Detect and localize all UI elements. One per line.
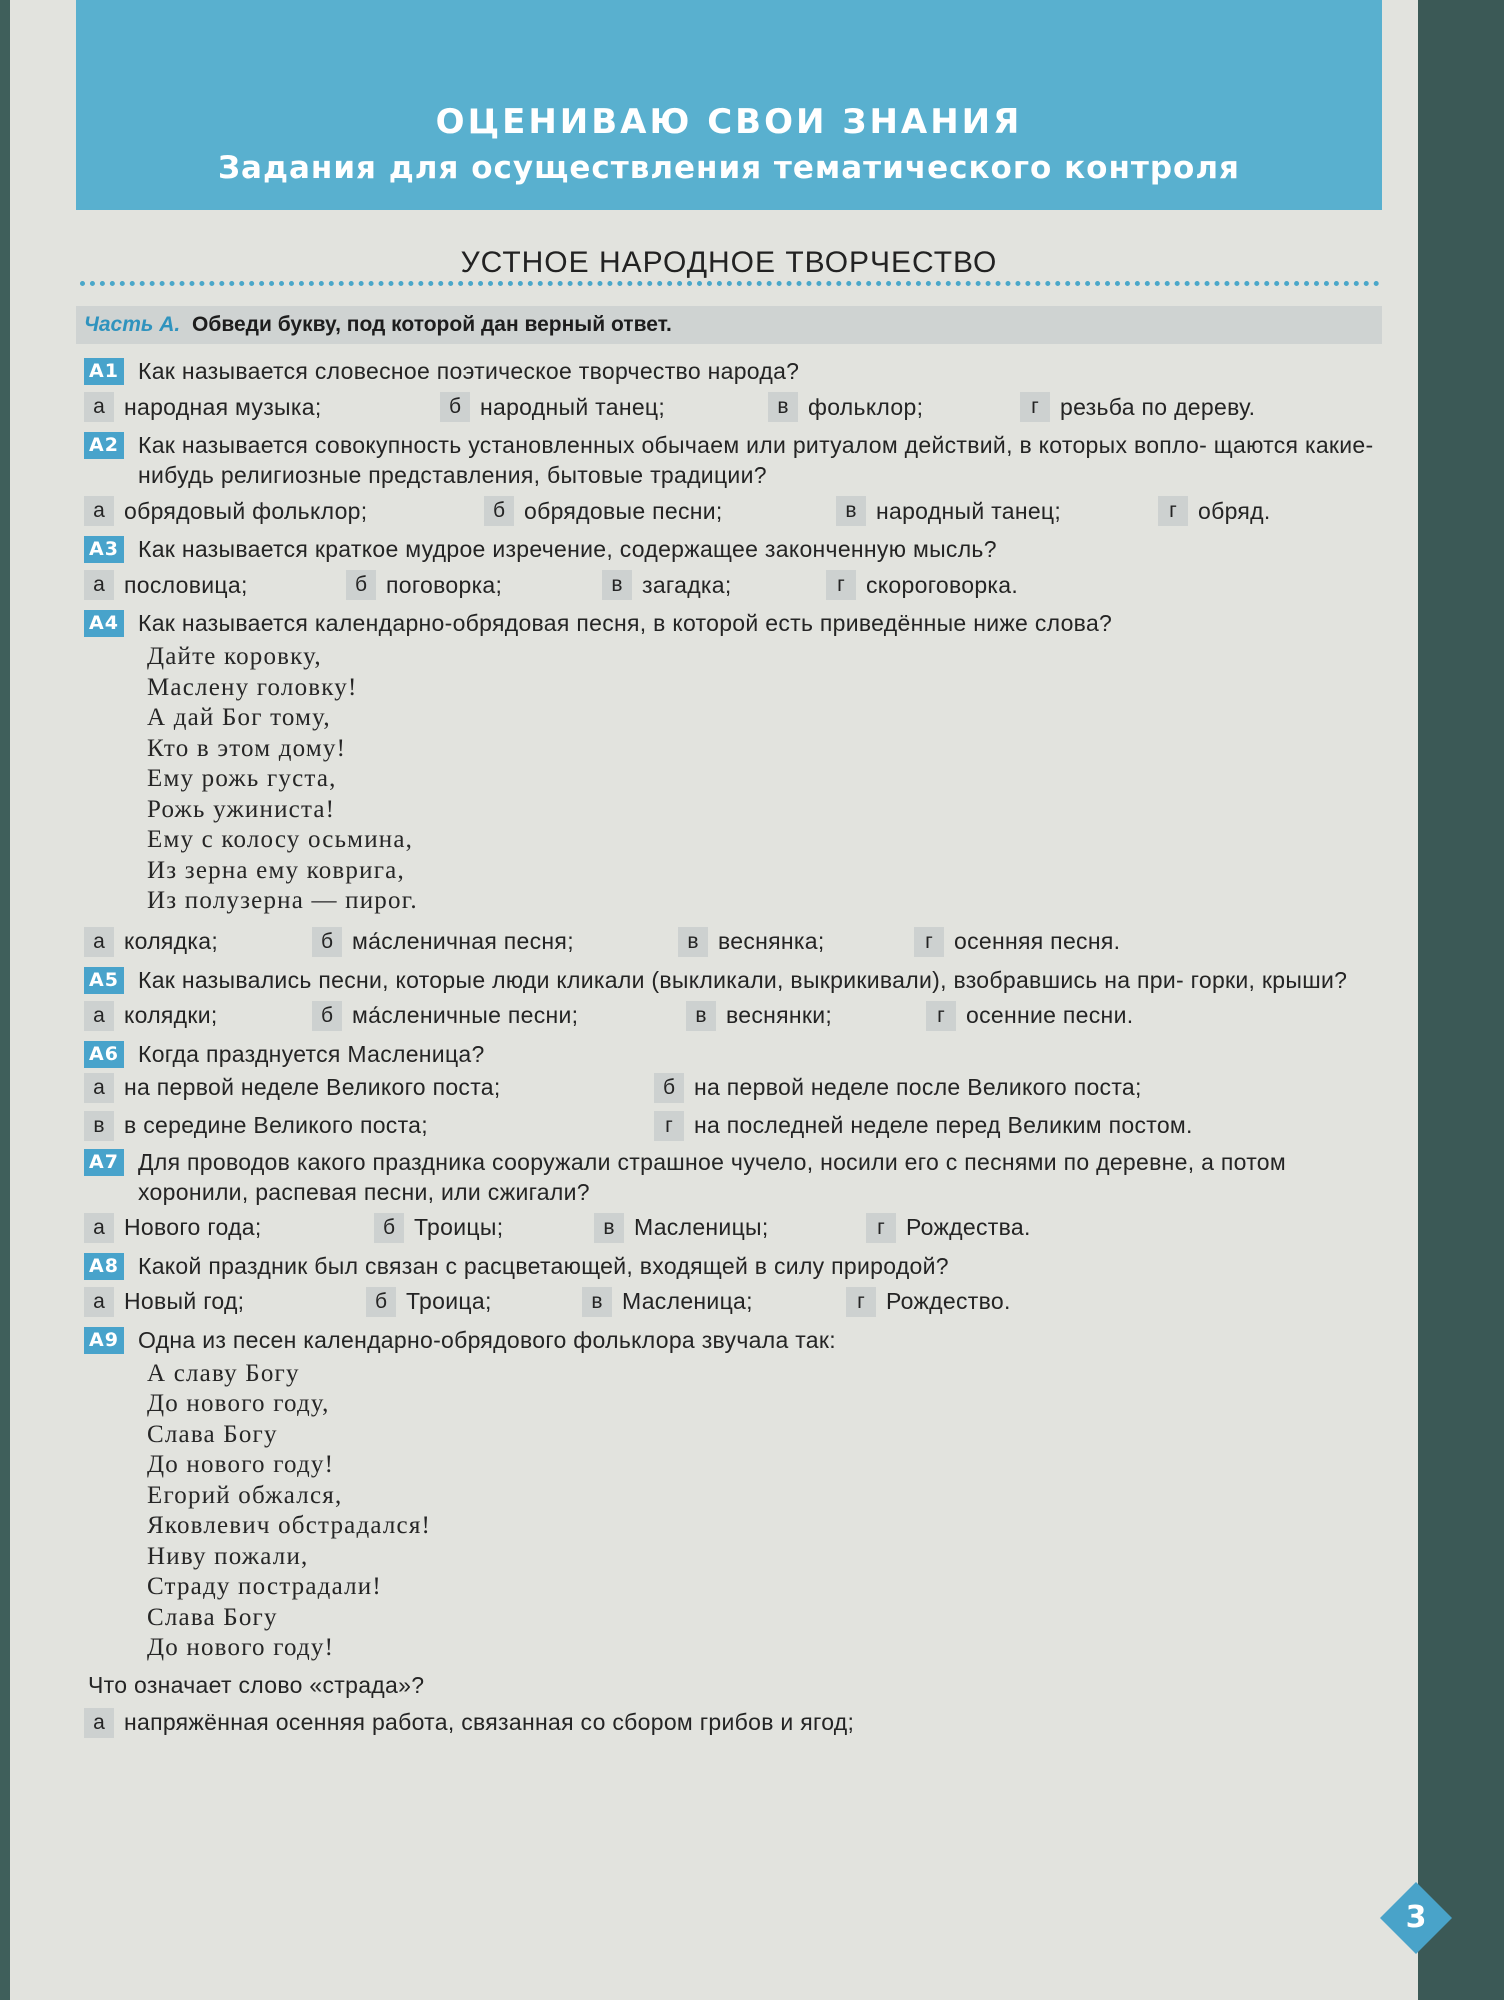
poem-line: Ему с колосу осьмина, — [147, 826, 414, 853]
part-bar — [76, 306, 1382, 344]
option-letter: б — [312, 927, 342, 957]
book-edge — [1418, 0, 1504, 2000]
option-letter: г — [1020, 392, 1050, 422]
option-letter: в — [768, 392, 798, 422]
option-text: народная музыка; — [124, 393, 322, 420]
answer-option[interactable] — [768, 392, 1020, 422]
question-a3 — [84, 534, 1384, 604]
option-text: фольклор; — [808, 393, 924, 420]
answer-option[interactable] — [374, 1213, 594, 1243]
option-text: осенние песни. — [966, 1002, 1134, 1028]
answer-option[interactable] — [84, 1287, 366, 1317]
poem-line: Яковлевич обстрадался! — [147, 1512, 432, 1539]
option-letter: а — [84, 1213, 114, 1243]
option-letter: б — [484, 496, 514, 526]
part-instruction: Обведи букву, под которой дан верный ответ. — [192, 313, 672, 336]
answer-option[interactable] — [678, 927, 914, 957]
answer-option[interactable] — [1020, 392, 1255, 422]
question-text: Как называется словесное поэтическое творчество народа? — [138, 358, 800, 384]
option-text: Масленицы; — [634, 1214, 769, 1240]
dotted-divider — [80, 281, 1380, 286]
option-text: колядка; — [124, 928, 219, 954]
option-text: ма́сленичная песня; — [352, 928, 574, 954]
poem-line: Маслену головку! — [147, 673, 358, 701]
question-text: Для проводов какого праздника сооружали страшное чучело, носили его с песнями по деревне, а потом хоронили, распевая песни, или сжигали? — [138, 1148, 1287, 1205]
option-text: пословица; — [124, 571, 248, 598]
answer-option[interactable] — [826, 570, 1018, 600]
poem-line: Из полузерна — пирог. — [147, 887, 418, 914]
page-number-badge — [1378, 1880, 1454, 1956]
option-letter: а — [84, 1073, 114, 1103]
option-letter: г — [846, 1287, 876, 1317]
question-number: А9 — [84, 1327, 124, 1354]
answer-option[interactable] — [84, 927, 312, 957]
poem-line: А дай Бог тому, — [147, 704, 331, 731]
question-text: Как называется краткое мудрое изречение, содержащее законченную мысль? — [138, 536, 997, 562]
option-letter: а — [84, 1001, 114, 1031]
poem-line: Кто в этом дому! — [147, 734, 347, 762]
answer-option[interactable] — [84, 570, 346, 600]
answer-option[interactable] — [484, 496, 836, 526]
question-a6 — [84, 1039, 1384, 1143]
poem-line: А славу Богу — [147, 1359, 300, 1387]
poem-line: Из зерна ему коврига, — [147, 856, 405, 884]
poem-line: Егорий обжался, — [147, 1481, 343, 1509]
option-letter: в — [602, 570, 632, 600]
option-letter: в — [686, 1001, 716, 1031]
answer-option[interactable] — [84, 1213, 374, 1243]
poem-line: Ему рожь густа, — [147, 765, 337, 792]
question-text: Как называется календарно-обрядовая песня, в которой есть приведённые ниже слова? — [138, 610, 1113, 636]
option-text: загадка; — [642, 571, 732, 598]
question-number: А2 — [84, 432, 124, 459]
question-a1 — [84, 356, 1384, 426]
question-number: А5 — [84, 967, 124, 994]
question-number: А8 — [84, 1253, 124, 1280]
poem-excerpt — [147, 1359, 1384, 1664]
option-letter: б — [346, 570, 376, 600]
option-letter: г — [1158, 496, 1188, 526]
answer-option[interactable] — [602, 570, 826, 600]
answer-option[interactable] — [84, 392, 440, 422]
question-number: А3 — [84, 536, 124, 563]
answer-option[interactable] — [84, 1001, 312, 1031]
option-letter: а — [84, 496, 114, 526]
option-letter: а — [84, 927, 114, 957]
answer-option[interactable] — [914, 927, 1120, 957]
option-text: обрядовые песни; — [524, 497, 723, 524]
answer-option[interactable] — [312, 927, 678, 957]
answer-option[interactable] — [346, 570, 602, 600]
option-letter: в — [582, 1287, 612, 1317]
page-number: 3 — [1405, 1900, 1427, 1935]
poem-line: Рожь ужиниста! — [147, 795, 336, 823]
poem-line: Слава Богу — [147, 1603, 278, 1631]
option-letter: б — [366, 1287, 396, 1317]
answer-option[interactable] — [440, 392, 768, 422]
answer-option[interactable] — [366, 1287, 582, 1317]
option-text: осенняя песня. — [954, 928, 1121, 954]
questions-list — [84, 356, 1384, 1746]
header-title: ОЦЕНИВАЮ СВОИ ЗНАНИЯ — [435, 102, 1023, 142]
option-text: Рождества. — [906, 1214, 1031, 1240]
option-letter: г — [914, 927, 944, 957]
option-text: Троицы; — [414, 1214, 504, 1240]
option-text: народный танец; — [480, 393, 666, 420]
option-letter: а — [84, 1287, 114, 1317]
option-text: обрядовый фольклор; — [124, 497, 368, 524]
option-text: ма́сленичные песни; — [352, 1002, 579, 1028]
option-text: напряжённая осенняя работа, связанная со сбором грибов и ягод; — [124, 1709, 855, 1735]
answer-option[interactable] — [836, 496, 1158, 526]
question-a9 — [84, 1325, 1384, 1742]
poem-line: До нового году! — [147, 1634, 335, 1661]
option-text: на последней неделе перед Великим постом. — [694, 1112, 1193, 1138]
answer-option[interactable] — [84, 1071, 654, 1105]
poem-line: Дайте коровку, — [147, 643, 322, 670]
question-number: А6 — [84, 1041, 124, 1068]
option-text: Нового года; — [124, 1214, 262, 1240]
answer-option[interactable] — [654, 1109, 1354, 1143]
option-text: обряд. — [1198, 497, 1271, 524]
poem-line: До нового году, — [147, 1390, 330, 1417]
header-banner — [76, 0, 1382, 210]
answer-option[interactable] — [654, 1071, 1354, 1105]
poem-line: До нового году! — [147, 1451, 335, 1478]
option-letter: в — [594, 1213, 624, 1243]
option-letter: б — [374, 1213, 404, 1243]
option-text: Рождество. — [886, 1288, 1011, 1314]
question-text: Как называется совокупность установленных обычаем или ритуалом действий, в которых вопло- щаются какие-нибудь религиозные представления, бытовые традиции? — [138, 432, 1374, 488]
option-text: в середине Великого поста; — [124, 1112, 428, 1138]
option-letter: в — [836, 496, 866, 526]
question-number: А4 — [84, 610, 124, 637]
question-text: Как назывались песни, которые люди кликали (выкликали, выкрикивали), взобравшись на при- горки, крыши? — [138, 966, 1348, 993]
question-number: А1 — [84, 358, 124, 385]
question-text: Когда празднуется Масленица? — [138, 1040, 485, 1067]
followup-question: Что означает слово «страда»? — [88, 1671, 425, 1698]
option-letter: б — [654, 1073, 684, 1103]
answer-option[interactable] — [926, 1001, 1133, 1031]
question-text: Какой праздник был связан с расцветающей, входящей в силу природой? — [138, 1252, 949, 1279]
poem-line: Страду пострадали! — [147, 1573, 382, 1600]
option-letter: а — [84, 392, 114, 422]
option-letter: в — [678, 927, 708, 957]
answer-option[interactable] — [686, 1001, 926, 1031]
answer-option[interactable] — [846, 1287, 1011, 1317]
answer-option[interactable] — [84, 1109, 654, 1143]
question-a8 — [84, 1251, 1384, 1321]
option-text: на первой неделе после Великого поста; — [694, 1074, 1142, 1100]
option-text: колядки; — [124, 1002, 218, 1028]
option-letter: а — [84, 1708, 114, 1738]
section-title: УСТНОЕ НАРОДНОЕ ТВОРЧЕСТВО — [460, 246, 998, 279]
part-label: Часть А. — [84, 313, 181, 336]
poem-excerpt — [147, 642, 1384, 917]
option-text: скороговорка. — [866, 571, 1019, 598]
option-text: на первой неделе Великого поста; — [124, 1074, 501, 1100]
option-letter: г — [926, 1001, 956, 1031]
answer-option[interactable] — [84, 496, 484, 526]
question-a4 — [84, 608, 1384, 961]
option-letter: б — [440, 392, 470, 422]
option-letter: г — [654, 1111, 684, 1141]
option-text: поговорка; — [386, 571, 503, 598]
question-a7 — [84, 1147, 1384, 1247]
answer-option[interactable] — [1158, 496, 1271, 526]
option-letter: б — [312, 1001, 342, 1031]
option-text: веснянки; — [726, 1002, 833, 1028]
answer-option[interactable] — [594, 1213, 866, 1243]
option-text: Новый год; — [124, 1288, 245, 1314]
option-text: Масленица; — [622, 1288, 753, 1314]
option-letter: г — [826, 570, 856, 600]
question-a2 — [84, 430, 1384, 530]
option-text: резьба по дереву. — [1060, 393, 1256, 420]
question-text: Одна из песен календарно-обрядового фольклора звучала так: — [138, 1326, 836, 1353]
header-subtitle: Задания для осуществления тематического контроля — [218, 150, 1240, 186]
answer-option[interactable] — [84, 1708, 854, 1738]
option-text: веснянка; — [718, 928, 825, 954]
answer-option[interactable] — [312, 1001, 686, 1031]
question-number: А7 — [84, 1149, 124, 1176]
option-letter: в — [84, 1111, 114, 1141]
question-a5 — [84, 965, 1384, 1035]
option-letter: г — [866, 1213, 896, 1243]
option-letter: а — [84, 570, 114, 600]
option-text: народный танец; — [876, 497, 1062, 524]
option-text: Троица; — [406, 1288, 492, 1314]
poem-line: Ниву пожали, — [147, 1542, 309, 1570]
poem-line: Слава Богу — [147, 1420, 278, 1448]
answer-option[interactable] — [582, 1287, 846, 1317]
answer-option[interactable] — [866, 1213, 1031, 1243]
